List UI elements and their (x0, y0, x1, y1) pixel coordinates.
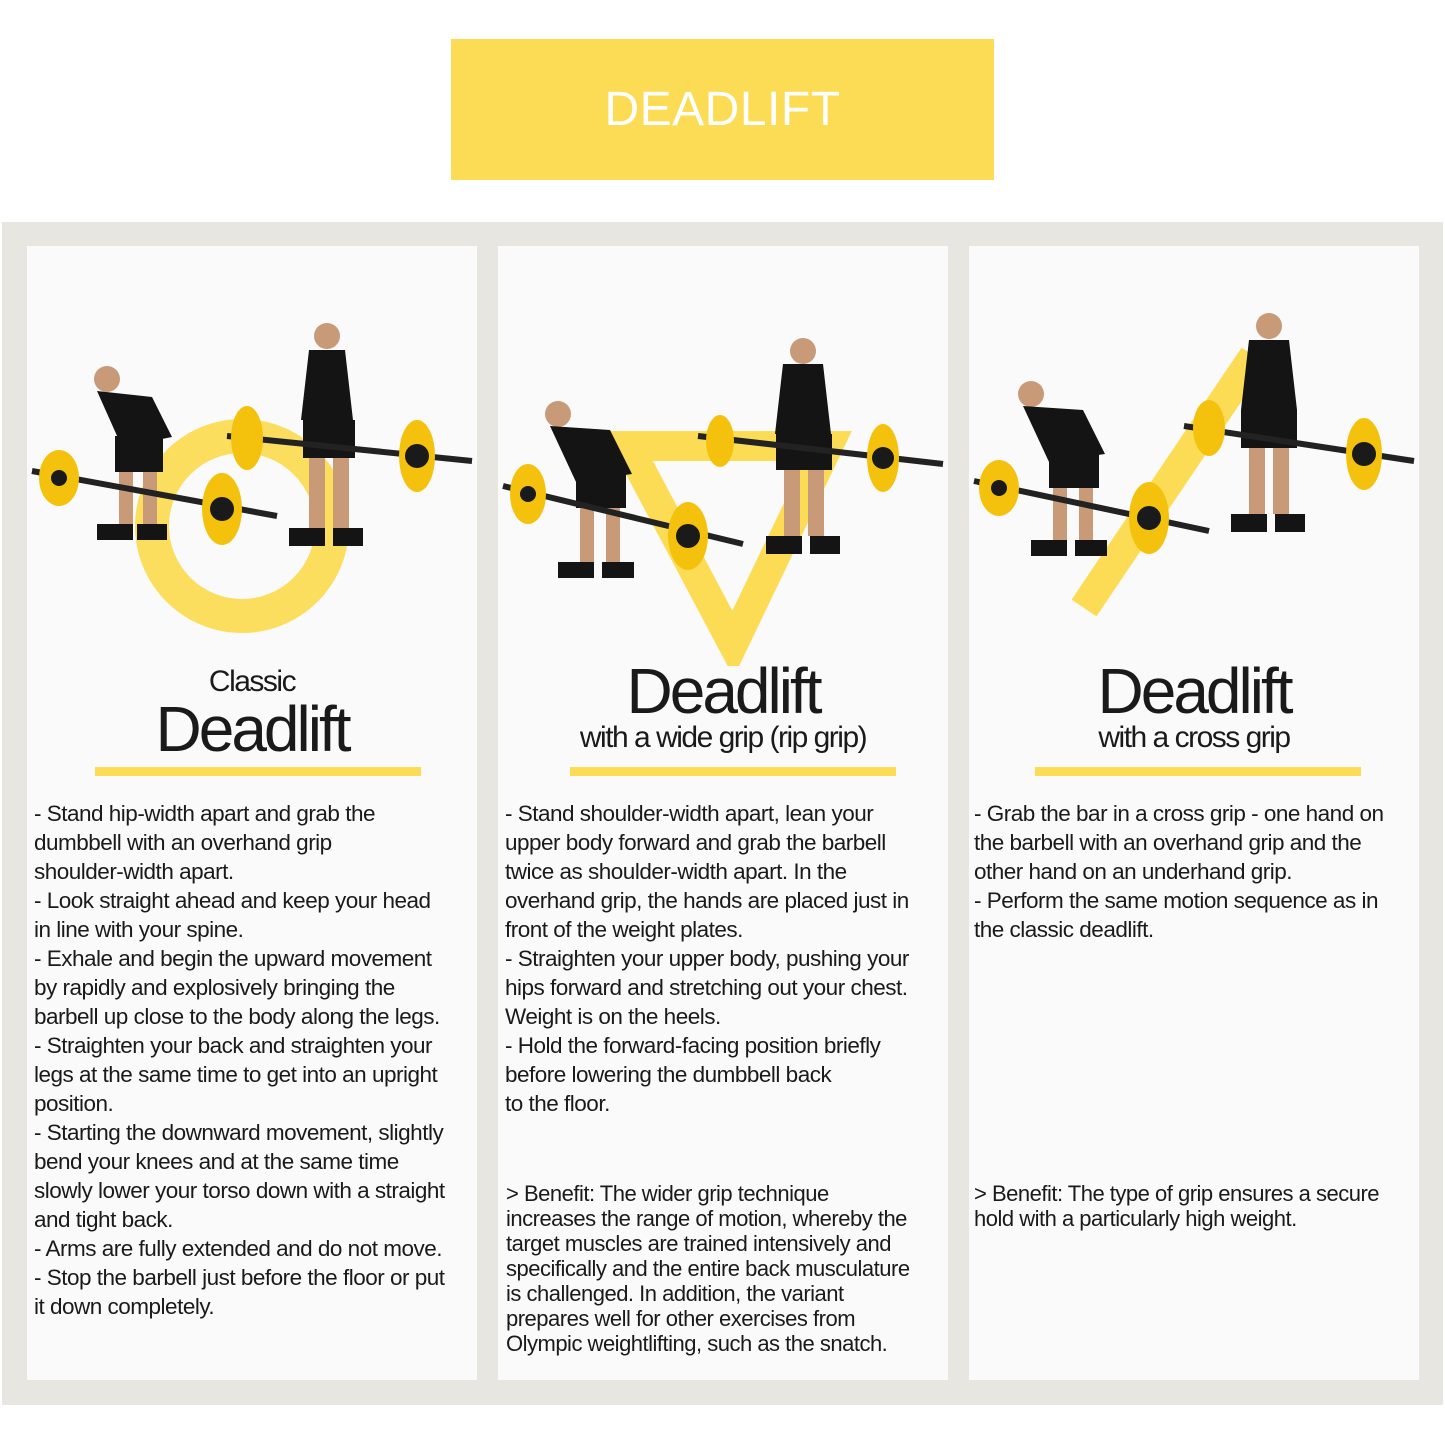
instruction-line: position. (34, 1091, 114, 1116)
instruction-line: - Straighten your upper body, pushing your (505, 946, 909, 971)
instruction-line: to the floor. (505, 1091, 610, 1116)
card-heading (498, 655, 948, 754)
benefit-line: Olympic weightlifting, such as the snatch. (506, 1331, 888, 1356)
instruction-line: by rapidly and explosively bringing the (34, 975, 395, 1000)
benefit-line: prepares well for other exercises from (506, 1306, 856, 1331)
standing-athlete (1231, 313, 1305, 532)
instructions (974, 799, 1414, 944)
instruction-line: - Hold the forward-facing position briefly (505, 1033, 881, 1058)
heading-big: Deadlift (626, 655, 820, 727)
instruction-line: - Stop the barbell just before the floor or put (34, 1265, 445, 1290)
card-wide-grip-deadlift (498, 246, 948, 1380)
instruction-line: - Straighten your back and straighten your (34, 1033, 432, 1058)
instruction-line: overhand grip, the hands are placed just in (505, 888, 909, 913)
instruction-line: - Arms are fully extended and do not move. (34, 1236, 442, 1261)
heading-underline (570, 767, 896, 776)
card-classic-deadlift (27, 246, 477, 1380)
title-banner (451, 39, 994, 180)
instruction-line: bend your knees and at the same time (34, 1149, 399, 1174)
instruction-line: - Perform the same motion sequence as in (974, 888, 1378, 913)
instruction-line: and tight back. (34, 1207, 173, 1232)
instruction-line: dumbbell with an overhand grip (34, 830, 332, 855)
benefit-line: is challenged. In addition, the variant (506, 1281, 844, 1306)
bent-athlete (1018, 381, 1107, 556)
benefit-line: > Benefit: The wider grip technique (506, 1181, 829, 1206)
benefit-line: target muscles are trained intensively and (506, 1231, 891, 1256)
instruction-line: - Stand shoulder-width apart, lean your (505, 801, 874, 826)
heading-small: Classic (208, 665, 296, 698)
benefit-line: hold with a particularly high weight. (974, 1206, 1297, 1231)
benefit-line: > Benefit: The type of grip ensures a secure (974, 1181, 1380, 1206)
instruction-line: other hand on an underhand grip. (974, 859, 1293, 884)
classic-deadlift-illustration (27, 246, 477, 666)
instruction-line: hips forward and stretching out your chest. (505, 975, 908, 1000)
instruction-line: shoulder-width apart. (34, 859, 234, 884)
instruction-line: the barbell with an overhand grip and the (974, 830, 1362, 855)
heading-small: with a wide grip (rip grip) (579, 721, 867, 754)
instruction-line: front of the weight plates. (505, 917, 743, 942)
instruction-line: the classic deadlift. (974, 917, 1154, 942)
instruction-line: twice as shoulder-width apart. In the (505, 859, 847, 884)
instruction-line: - Stand hip-width apart and grab the (34, 801, 375, 826)
card-heading (969, 655, 1419, 754)
benefit-text (974, 1181, 1414, 1231)
wide-grip-deadlift-illustration (498, 246, 948, 666)
instruction-line: in line with your spine. (34, 917, 244, 942)
instruction-line: - Exhale and begin the upward movement (34, 946, 432, 971)
benefit-line: specifically and the entire back musculature (506, 1256, 910, 1281)
instruction-line: it down completely. (34, 1294, 215, 1319)
cross-grip-deadlift-illustration (969, 246, 1419, 666)
card-cross-grip-deadlift (969, 246, 1419, 1380)
instruction-line: upper body forward and grab the barbell (505, 830, 886, 855)
instruction-line: - Look straight ahead and keep your head (34, 888, 431, 913)
instruction-line: slowly lower your torso down with a straight (34, 1178, 445, 1203)
instruction-line: legs at the same time to get into an upright (34, 1062, 438, 1087)
heading-small: with a cross grip (1098, 721, 1290, 754)
instructions (505, 799, 945, 1118)
card-heading (27, 665, 477, 765)
heading-underline (95, 767, 421, 776)
benefit-text (506, 1181, 946, 1356)
instruction-line: before lowering the dumbbell back (505, 1062, 832, 1087)
heading-big: Deadlift (155, 693, 349, 765)
instruction-line: Weight is on the heels. (505, 1004, 721, 1029)
instruction-line: barbell up close to the body along the legs. (34, 1004, 440, 1029)
instruction-line: - Starting the downward movement, slightly (34, 1120, 444, 1145)
heading-big: Deadlift (1097, 655, 1291, 727)
page-title: DEADLIFT (604, 83, 841, 136)
bent-athlete (545, 401, 634, 578)
instruction-line: - Grab the bar in a cross grip - one hand on (974, 801, 1384, 826)
benefit-line: increases the range of motion, whereby the (506, 1206, 907, 1231)
instructions (34, 799, 474, 1321)
heading-underline (1035, 767, 1361, 776)
